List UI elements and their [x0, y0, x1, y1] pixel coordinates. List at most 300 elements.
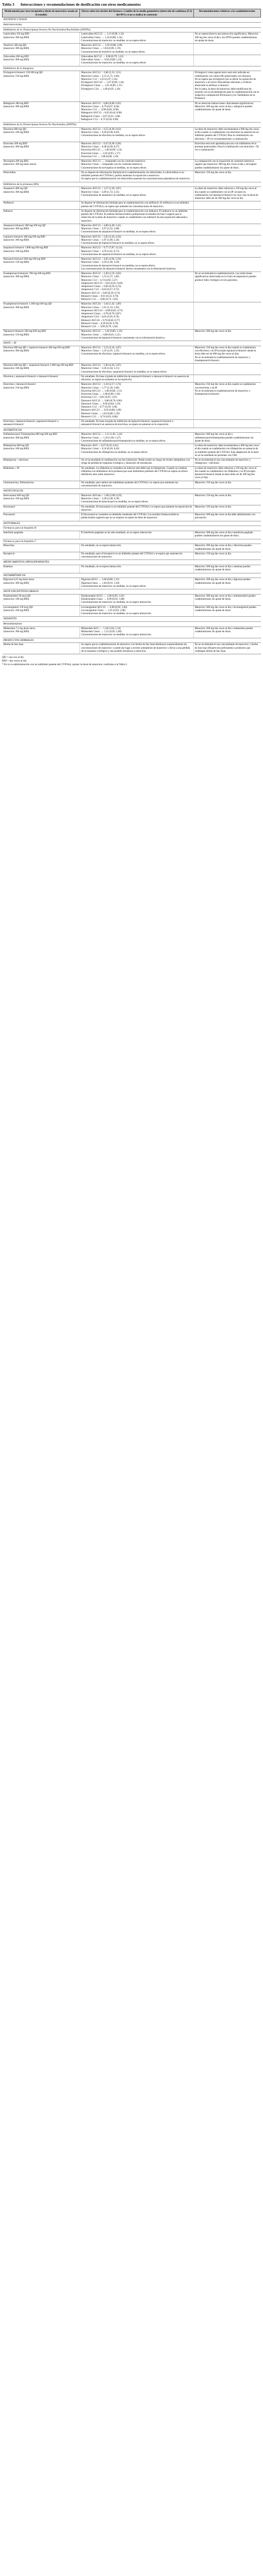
cell-line: Darunavir C12: ↓ 0,77 (0,59; 1,00)	[81, 406, 118, 409]
table-body	[3, 18, 261, 654]
cell-line: Maraviroc Cmax: ↑ 1,25 (1,01; 1,55)	[81, 350, 120, 352]
section-title: Inhibidores de la Transcriptasa Inversa No Nucleósidos (INNTIs)	[3, 123, 261, 128]
cell-line: Elvitegravir Cmax: ↔ 1,01 (0,89; 1,15)	[81, 84, 122, 88]
table-row	[3, 459, 261, 467]
recommendation-cell	[193, 466, 260, 481]
medication-cell	[3, 626, 80, 638]
effect-cell	[80, 101, 193, 123]
recommendation-cell	[193, 272, 260, 302]
effect-cell	[80, 433, 193, 444]
section-title: INNTI + IP	[3, 341, 261, 346]
effect-cell	[80, 505, 193, 513]
cell-line: Indinavir	[3, 210, 13, 213]
cell-line: Maraviroc AUC12: ↓ 0,86 (0,80; 0,92)	[81, 102, 121, 105]
cell-line: Concentraciones de atazanavir/ritonavir no medidas, no se espera efecto.	[81, 231, 156, 234]
cell-line: Etinilestradiol Cmax: ↔ 0,99 (0,91; 1,08)	[81, 598, 125, 601]
cell-line: Lamivudina 150 mg BID	[3, 33, 29, 36]
recommendation-cell	[193, 55, 260, 66]
table-row	[3, 71, 261, 101]
cell-line: Maraviroc 150 mg dos veces al día cuando se coadministra con etravirina y un IP.	[194, 383, 256, 389]
cell-line: Etravirina y lopinavir/ritonavir, saquinavir/ritonavir o atazanavir/ritonavir	[3, 420, 59, 427]
cell-line: Maraviroc AUC12: ↓ 0,47 (0,38; 0,58)	[81, 142, 121, 145]
cell-line: Maraviroc 300 mg dos veces al día y estatinas pueden coadministrarse sin ajuste de dosis.	[194, 566, 251, 572]
cell-line: Concentraciones de atazanavir no medidas, no se espera efecto.	[81, 194, 147, 197]
cell-line: (maraviroc 300 mg BID)	[3, 59, 29, 61]
table-row	[3, 302, 261, 330]
medication-cell	[3, 459, 80, 467]
cell-line: (maraviroc 100 mg BID)	[3, 250, 29, 253]
cell-line: (maraviroc 100 mg BID)	[3, 448, 29, 451]
cell-line: Ribavirina	[3, 545, 14, 548]
cell-line: Fosamprenavir/ritonavir 1.400 mg/100 mg QD	[3, 303, 52, 306]
cell-line: Maraviroc AUC12: ↑ 2,53 (2,24; 2,87)	[81, 346, 121, 349]
cell-line: (maraviroc 300 mg BID)	[3, 631, 29, 633]
effect-cell	[80, 209, 193, 224]
cell-line: Concentraciones de tipranavir/ritonavir consistentes con la información histórica.	[81, 336, 166, 340]
section-title: Benzodiazepinas	[3, 622, 261, 627]
section-header-row	[3, 123, 261, 128]
table-row	[3, 330, 261, 341]
cell-line: Itraconazol	[3, 505, 15, 509]
effect-cell	[80, 605, 193, 617]
cell-line: Maraviroc C12: ↑ 4,74 (4,03; 5,57)	[81, 279, 118, 282]
cell-line: Zidovudina Cmax: ↔ 0,92 (0,68; 1,24)	[81, 59, 122, 61]
recommendation-cell	[193, 531, 260, 539]
cell-line: Concentraciones de maraviroc no medidas, no se espera efecto.	[81, 39, 146, 42]
medication-cell	[3, 375, 80, 383]
cell-line: Etravirina C12: ↓ 0,81 (0,65; 1,01)	[81, 396, 117, 399]
cell-line: No estudiado. En base al grado de inhibición de lopinavir/ritonavir, saquinavir/ritonavir o atazanavir/ritonavir en ausencia de etravirina, se espera un aumento en la exposición.	[81, 420, 174, 427]
cell-line: Zidovudina 300 mg BID	[3, 55, 29, 58]
cell-line: Ritonavir Cmax: ↓ 0,61 (0,53; 0,70)	[81, 295, 119, 298]
cell-line: Concentraciones de ketoconazol no medidas, no se espera efecto.	[81, 501, 149, 504]
cell-line: Concentraciones de darunavir/ritonavir no medidas, no se espera efecto.	[81, 264, 156, 267]
recommendation-cell	[193, 201, 260, 210]
column-header-medication: Medicamento por área terapéutica (dosis de maraviroc usada en el estudio)	[3, 9, 80, 18]
cell-line: No estudiado. La rifabutina se considera un inductor más débil que la rifampicina. Cuando se combina rifabutina con inhibidores de la proteasa que sean inhibidores potentes del CYP3A4 se espera un efecto inhibitorio neto sobre maraviroc.	[81, 467, 188, 476]
cell-line: Maraviroc AUC12: ↑ 2,86 (2,33; 3,51)	[81, 72, 121, 75]
cell-line: Ritonavir C12: ↔ 0,74 (0,63; 0,86)	[81, 415, 118, 418]
cell-line: Tenofovir 300 mg QD	[3, 44, 27, 47]
table-row	[3, 187, 261, 201]
section-header-row	[3, 182, 261, 187]
table-row	[3, 375, 261, 383]
section-header-row	[3, 428, 261, 433]
table-row	[3, 142, 261, 159]
table-row	[3, 224, 261, 235]
cell-line: Darunavir Cmax: ↔ 0,96 (0,84; 1,10)	[81, 402, 121, 405]
medication-cell	[3, 171, 80, 182]
cell-line: Raltegravir 400 mg BID	[3, 102, 29, 105]
cell-line: (maraviroc 300 mg BID)	[3, 105, 29, 108]
cell-line: Maraviroc AUC12: ↑ 4,88 (4,40; 5,41)	[81, 224, 121, 227]
cell-line: Darunavir AUC12: ↔ 0,86 (0,76; 0,96)	[81, 399, 122, 402]
cell-line: No se observan interacciones clínicamente significativas. Maraviroc 300 mg dos veces al día y raltegravir pueden coadministrarse sin ajuste de dosis.	[194, 102, 254, 111]
cell-line: Maraviroc Cmax: ↔ 0,86 (0,61; 1,21)	[81, 333, 121, 336]
cell-line: Digoxina Cmax: ↔ 1,04 (0,91; 1,20)	[81, 582, 120, 585]
section-title: MEDICAMENTOS HIPOLIPEMIANTES	[3, 560, 261, 565]
section-title: Inhibidores de la Integrasa	[3, 66, 261, 71]
cell-line: Estatinas	[3, 566, 13, 568]
cell-line: Lamivudina AUC12: ↔ 1,13 (0,98; 1,32)	[81, 33, 124, 36]
cell-line: Concentraciones de lopinavir/ritonavir no medidas, no se espera efecto.	[81, 242, 155, 245]
medication-cell	[3, 44, 80, 55]
medication-cell	[3, 565, 80, 573]
medication-cell	[3, 209, 80, 224]
recommendation-cell	[193, 594, 260, 605]
cell-line: Etravirina Cmax: ↔ 1,05 (0,95; 1,17)	[81, 152, 120, 155]
section-title: ANTIFÚNGICOS	[3, 489, 261, 494]
recommendation-cell	[193, 235, 260, 246]
section-header-row	[3, 341, 261, 346]
recommendation-cell	[193, 626, 260, 638]
medication-cell	[3, 383, 80, 420]
section-title: Inhibidores de la Transcriptasa Inversa No Nucleósidos/Nucleótidos (INNTIs)	[3, 27, 261, 32]
medication-cell	[3, 444, 80, 459]
recommendation-cell	[193, 494, 260, 505]
table-row	[3, 201, 261, 210]
section-header-row	[3, 526, 261, 531]
cell-line: Etinilestradiol AUCt: ↔ 1,00 (0,95; 1,05)	[81, 595, 124, 598]
table-row	[3, 513, 261, 521]
cell-line: Rifampicina + efavirenz	[3, 459, 29, 462]
cell-line: Maraviroc 300 mg dos veces al día.	[194, 330, 232, 333]
cell-line: Maraviroc Cmax: ↑ 3,38 (2,38; 4,78)	[81, 498, 120, 500]
cell-line: Concentraciones de maraviroc no medidas, no se espera interacción.	[81, 613, 152, 615]
cell-line: (maraviroc 150 mg BID)	[3, 261, 29, 264]
recommendation-cell	[193, 433, 260, 444]
medication-cell	[3, 224, 80, 235]
cell-line: La comparación con la exposición en controles históricos sugiere que maraviroc 300 mg dos veces al día y nevirapina pueden coadministrarse sin ajuste de dosis.	[194, 160, 257, 170]
cell-line: Maraviroc AUC12: ↑ 3,95 (3,43; 4,56)	[81, 235, 121, 239]
cell-line: La dosis de maraviroc debe incrementarse a 600 mg dos veces al día cuando se coadministre con efavirenz en ausencia de un inhibidor potente del CYP3A4. Para la combinación con efavirenz + IP ver recomendaciones a continuación.	[194, 128, 259, 141]
table-row	[3, 246, 261, 258]
cell-line: Elvitegravir C24: ↔ 1,09 (0,95; 1,26)	[81, 88, 121, 91]
cell-line: Concentraciones de efavirenz, lopinavir/ritonavir no medidas, no se espera efecto.	[81, 353, 166, 356]
cell-line: El fluconazol se considera un inhibidor moderado del CYP3A4. Los estudios farmacocinéticos poblacionales sugieren que no se requiere un ajuste de dosis de maraviroc.	[81, 514, 179, 520]
cell-line: Hierba de San Juan	[3, 643, 24, 647]
table-row	[3, 209, 261, 224]
cell-line: Etravirina 200 mg BID	[3, 142, 27, 145]
cell-line: Etravirina AUC12: ↔ 1,00 (0,86; 1,15)	[81, 389, 122, 393]
table-row	[3, 258, 261, 272]
cell-line: Maraviroc Cmax: ↑ 2,29 (1,46; 3,59)	[81, 261, 120, 264]
cell-line: Elvitegravir AUC24: ↔ 1,07 (0,96; 1,18)	[81, 81, 124, 84]
section-header-row	[3, 27, 261, 32]
cell-line: Tipranavir/ritonavir 500 mg/200 mg BID	[3, 330, 46, 333]
medication-cell	[3, 101, 80, 123]
effect-cell	[80, 513, 193, 521]
medication-cell	[3, 201, 80, 210]
cell-line: Maraviroc 150 mg dos veces al día.	[194, 505, 232, 509]
cell-line: Maraviroc AUC12: ↑ 2,49 (2,19; 2,82)	[81, 273, 121, 275]
section-header-row	[3, 573, 261, 578]
cell-line: Maraviroc 150 mg dos veces al día.	[194, 552, 232, 555]
cell-line: Maraviroc Cmax: ↑ 2,15 (1,71; 2,69)	[81, 75, 120, 78]
cell-line: No estudiado. El itraconazol es un inhibidor potente del CYP3A4 y se espera que aumente la exposición de maraviroc.	[81, 505, 192, 512]
effect-cell	[80, 552, 193, 560]
cell-line: Lamivudina Cmax: ↔ 1,16 (0,88; 1,54)	[81, 36, 123, 39]
cell-line: Ritonavir AUC12: ↔ 0,93 (0,80; 1,09)	[81, 409, 122, 412]
cell-line: Levonorgestrel 150 mcg QD	[3, 606, 33, 609]
table-row	[3, 171, 261, 182]
cell-line: Lopinavir/ritonavir 400 mg/100 mg BID	[3, 235, 45, 239]
recommendation-cell	[193, 375, 260, 383]
cell-line: Concentraciones de rifampicina no medidas, no se espera efecto.	[81, 451, 148, 454]
table-row	[3, 466, 261, 481]
cell-line: Se espera que la coadministración con delavirdina aumente las concentraciones plasmáticas de maraviroc.	[81, 178, 191, 181]
cell-line: Maraviroc 300 mg dos veces al día e interferón pegilado pueden coadministrarse sin ajuste de dosis.	[194, 532, 253, 538]
medication-cell	[3, 505, 80, 513]
cell-line: Etravirina y darunavir/ritonavir	[3, 383, 36, 386]
medication-cell	[3, 330, 80, 341]
cell-line: (maraviroc 150 mg BID)	[3, 386, 29, 389]
effect-cell	[80, 459, 193, 467]
cell-line: Maraviroc 300 mg dos veces al día y midazolam pueden coadministrarse sin ajuste de dosis.	[194, 627, 253, 633]
medication-cell	[3, 142, 80, 159]
table-row	[3, 544, 261, 552]
cell-line: Elvitegravir como agente único está solo indicado en combinación con ciertos IPs potenciados con ritonavir.	[194, 72, 252, 78]
recommendation-cell	[193, 44, 260, 55]
table-row	[3, 565, 261, 573]
cell-line: Digoxina 0,25 mg dosis única	[3, 579, 35, 582]
recommendation-cell	[193, 505, 260, 513]
cell-line: Maraviroc Cmax: ↓ 0,49 (0,38; 0,63)	[81, 131, 120, 134]
cell-line: Elvitegravir/ritonavir 150/100 mg QD	[3, 72, 43, 75]
footnotes	[2, 656, 261, 666]
cell-line: Amprenavir AUC12: ↓ 0,65 (0,61; 0,69)	[81, 282, 123, 285]
cell-line: Ritonavir AUC24: ↓ 0,70 (0,64; 0,77)	[81, 319, 120, 322]
medication-cell	[3, 71, 80, 101]
cell-line: Concentraciones de tenofovir no medidas, no se espera efecto.	[81, 50, 145, 54]
recommendation-cell	[193, 364, 260, 375]
section-header-row	[3, 622, 261, 627]
cell-line: Concentraciones de sulfametoxazol/trimetoprima no medidas, no se espera efecto.	[81, 439, 166, 443]
cell-line: Se dispone de información limitada para la coadministración con indinavir. El indinavir es un inhibidor potente del CYP3A4. El análisis farmacocinético poblacional en estudios de fase 3 sugiere que la reducción de la dosis de maraviroc cuando se coadministra con indinavir da una exposición adecuada a maraviroc.	[81, 210, 188, 223]
table-row	[3, 481, 261, 489]
recommendation-cell	[193, 330, 260, 341]
cell-line: No se recomienda la coadministración de maraviroc y fosamprenavir/ritonavir.	[194, 356, 251, 362]
cell-line: Digoxina AUCt: ↔ 1,00 (0,86; 1,15)	[81, 579, 120, 582]
cell-line: Maraviroc AUC12: ↔ comparado con los controles históricos	[81, 160, 145, 163]
cell-line: Interferón pegilado	[3, 532, 23, 534]
recommendation-cell	[193, 578, 260, 589]
table-row	[3, 364, 261, 375]
effect-cell	[80, 302, 193, 330]
cell-line: Rifampicina 600 mg QD	[3, 445, 29, 447]
cell-line: Maraviroc 300 mg dos veces al día y ribavirina pueden coadministrarse sin ajuste de dosis.	[194, 545, 252, 551]
cell-line: Raltegravir AUC12: ↓ 0,63 (0,44; 0,90)	[81, 112, 122, 115]
table-number: Tabla 3	[2, 2, 14, 7]
effect-cell	[80, 201, 193, 210]
cell-line: (maraviroc 300 mg BID)	[3, 191, 29, 194]
cell-line: Maraviroc C12: ↑ 4,23 (3,47; 5,16)	[81, 78, 118, 81]
recommendation-cell	[193, 552, 260, 560]
cell-line: (maraviroc 300 mg BID)	[3, 36, 29, 39]
cell-line: (maraviroc 100 mg BID)	[3, 367, 29, 370]
cell-line: (maraviroc 300 mg BID)	[3, 146, 29, 148]
cell-line: Concentraciones de maraviroc no medidas, no se espera interacción.	[81, 601, 152, 604]
cell-line: Amprenavir Cmax: ↓ 0,78 (0,70; 0,87)	[81, 313, 121, 315]
recommendation-cell	[193, 32, 260, 44]
recommendation-cell	[193, 565, 260, 573]
medication-cell	[3, 513, 80, 521]
cell-line: Ketoconazol 400 mg QD	[3, 494, 29, 497]
cell-line: La dosis de maraviroc debe reducirse a 150 mg dos veces al día cuando se coadministre con un IP; excepto en combinación con tipranavir/ritonavir en cuyo caso la dosis de maraviroc debe ser de 300 mg dos veces al día.	[194, 188, 258, 200]
cell-line: Maraviroc Cmax: ↑ 4,78 (3,41; 6,71)	[81, 250, 120, 253]
section-title: ANTICONCEPTIVOS ORALES	[3, 589, 261, 595]
cell-line: Maraviroc Cmax: ↑ 2,09 (1,72; 2,55)	[81, 191, 120, 194]
effect-cell	[80, 420, 193, 428]
cell-line: Concentraciones de efavirenz, saquinavir/ritonavir no medidas, no se espera efecto.	[81, 370, 168, 374]
table-caption: Interacciones y recomendaciones de dosificación con otros medicamentos	[20, 2, 141, 7]
effect-cell	[80, 142, 193, 159]
cell-line: Concentraciones de maraviroc no medidas, no se espera efecto.	[81, 585, 146, 588]
cell-line: Se dispone de información limitada para la coadministración con nelfinavir. El nelfinavir es un inhibidor potente del CYP3A4 y se espera que aumente las concentraciones de maraviroc.	[81, 202, 189, 208]
medication-cell	[3, 544, 80, 552]
cell-line: Maraviroc AUC12: ↑ 9,77 (7,87; 12,14)	[81, 247, 123, 250]
table-row	[3, 531, 261, 539]
cell-line: No se recomienda el uso concomitante de maraviroc y hierba de San Juan (Hypericum perforatum) o productos que contengan hierba de San Juan.	[194, 643, 258, 653]
cell-line: No se recomienda el uso concomitante de maraviroc y rifampicina + efavirenz.	[194, 459, 251, 465]
recommendation-cell	[193, 383, 260, 420]
cell-line: (maraviroc 100 mg BID)	[3, 609, 29, 612]
medication-cell	[3, 605, 80, 617]
cell-line: Ritonavir AUC12: ↓ 0,66 (0,59; 0,74)	[81, 292, 120, 295]
cell-line: Maraviroc 300 mg dos veces al día y digoxina pueden coadministrarse sin ajuste de dosis.	[194, 579, 251, 585]
cell-line: Maraviroc AUC12: ↑ 3,10 (2,57; 3,74)	[81, 383, 121, 386]
effect-cell	[80, 32, 193, 44]
cell-line: Concentraciones de maraviroc no medidas, no se espera efecto.	[81, 62, 146, 65]
cell-line: No se recomienda la coadministración de maraviroc y fosamprenavir/ritonavir.	[194, 389, 251, 396]
cell-line: No estudiado, pero ambos son inhibidores potentes del CYP3A4 y se espera que aumenten las concentraciones de maraviroc.	[81, 481, 178, 487]
effect-cell	[80, 44, 193, 55]
cell-line: El interferón pegilado no ha sido estudiado, no se espera interacción.	[81, 532, 153, 534]
cell-line: Claritromicina, Telitromicina	[3, 481, 34, 484]
section-header-row	[3, 521, 261, 526]
table-row	[3, 272, 261, 302]
cell-line: Maraviroc 150 mg dos veces al día.	[194, 171, 232, 174]
cell-line: No se ha estudiado la combinación con dos inductores. Puede existir un riesgo de niveles subóptimos con riesgo de pérdida de respuesta virológica y desarrollo de resistencias.	[81, 459, 190, 465]
cell-line: (maraviroc 300 mg BID)	[3, 306, 29, 309]
cell-line: Maraviroc AUC12: ↔ 1,03 (0,98; 1,09)	[81, 44, 123, 47]
table-row	[3, 494, 261, 505]
medication-cell	[3, 364, 80, 375]
section-title: Fármacos para la hepatitis B	[3, 526, 261, 531]
cell-line: No se espera que elvitegravir per se afecte la exposición de maraviroc a un nivel clínicamente relevante y el efecto observado se atribuye a ritonavir.	[194, 78, 256, 88]
medication-cell	[3, 643, 80, 654]
cell-line: No estudiado, pero el boceprevir es un inhibidor potente del CYP3A4 y se espera que aumente las concentraciones de maraviroc.	[81, 552, 183, 558]
cell-line: (maraviroc 300 mg BID)	[3, 350, 29, 352]
cell-line: Efavirenz 600 mg QD + lopinavir/ritonavir 400 mg/100 mg BID	[3, 346, 70, 349]
effect-cell	[80, 643, 193, 654]
cell-line: (maraviroc 300 mg BID)	[3, 582, 29, 585]
cell-line: Por lo tanto, la dosis de maraviroc debe modificarse de acuerdo con la recomendación para la coadministración con la respectiva combinación IP/ritonavir (ver 'Inhibidores de la Proteasa').	[194, 88, 259, 100]
cell-line: Amprenavir AUC24: ↓ 0,68 (0,62; 0,75)	[81, 309, 123, 312]
table-row	[3, 552, 261, 560]
cell-line: La dosis de maraviroc debe incrementarse a 600 mg dos veces al día cuando se coadministra con rifampicina en ausencia de un inhibidor potente del CYP3A4. Esta adaptación de la dosis no se ha estudiado en pacientes con VIH.	[194, 445, 259, 457]
effect-cell	[80, 224, 193, 235]
cell-line: (maraviroc 300 mg BID)	[3, 47, 29, 50]
cell-line: Etravirina Cmax: ↔ 1,08 (0,98; 1,20)	[81, 393, 120, 396]
cell-line: Maraviroc Cmax: ↑ 1,97 (1,66; 2,34)	[81, 239, 120, 242]
cell-line: (maraviroc 300 mg BID)	[3, 228, 29, 230]
effect-cell	[80, 578, 193, 589]
cell-line: Etravirina C12: ↔ 1,08 (0,98; 1,19)	[81, 155, 119, 158]
recommendation-cell	[193, 171, 260, 182]
cell-line: Sulfametoxazol/ Trimetoprima 800 mg/160 mg BID	[3, 433, 57, 436]
interactions-table	[2, 9, 261, 654]
effect-cell	[80, 127, 193, 142]
section-title: Fármacos para la hepatitis C	[3, 539, 261, 544]
cell-line: Maraviroc AUC12: ↑ 4,05 (2,94; 5,59)	[81, 258, 121, 261]
effect-cell	[80, 235, 193, 246]
cell-line: Concentraciones de maraviroc no medidas, no se espera interacción.	[81, 634, 152, 637]
cell-line: (maraviroc 300 mg BID)	[3, 436, 29, 439]
recommendation-cell	[193, 643, 260, 654]
document	[0, 0, 263, 669]
cell-line: Etravirina está solo aprobada para uso con inhibidores de la proteasa potenciados. Para la combinación con etravirina + IP, ver a continuación.	[194, 142, 259, 152]
table-header-row	[3, 9, 261, 18]
table-row	[3, 55, 261, 66]
cell-line: Amprenavir C12: ↓ 0,64 (0,57; 0,73)	[81, 289, 119, 292]
column-header-effect: Efecto sobre los niveles del fármaco. Cambio de la media geométrica (intervalo de confianza [CI] del 90%) si no se indica lo contrario	[80, 9, 193, 18]
cell-line: Maraviroc Cmax: ↑ 1,77 (1,20; 2,60)	[81, 386, 120, 389]
recommendation-cell	[193, 513, 260, 521]
effect-cell	[80, 160, 193, 171]
cell-line: Zidovudina AUC12: ↔ 0,98 (0,79; 1,22)	[81, 55, 124, 58]
cell-line: Maraviroc Cmax: ↑ comparado con los controles históricos	[81, 163, 142, 166]
medication-cell	[3, 127, 80, 142]
cell-line: (maraviroc 100 mg BID)	[3, 498, 29, 500]
cell-line: Etinilestradiol 30 mcg QD	[3, 595, 31, 598]
table-row	[3, 101, 261, 123]
medication-cell	[3, 594, 80, 605]
cell-line: Maraviroc Cmax: ↔ 1,19 (1,04; 1,37)	[81, 436, 121, 439]
recommendation-cell	[193, 224, 260, 235]
cell-line: Las concentraciones de darunavir/ritonavir fueron consistentes con la información histórica.	[81, 267, 176, 270]
table-title	[2, 2, 261, 7]
medication-cell	[3, 246, 80, 258]
cell-line: Nelfinavir	[3, 202, 14, 205]
column-header-recommendation: Recomendaciones relativas a la coadministración	[193, 9, 260, 18]
effect-cell	[80, 444, 193, 459]
section-title: Antirretrovirales	[3, 22, 261, 27]
cell-line: Maraviroc Cmax: ↑ 1,52 (1,27; 1,82)	[81, 276, 120, 279]
recommendation-cell	[193, 246, 260, 258]
cell-line: Maraviroc AUC12: ↔ 1,11 (1,01; 1,24)	[81, 433, 122, 436]
effect-cell	[80, 375, 193, 383]
effect-cell	[80, 544, 193, 552]
table-row	[3, 578, 261, 589]
cell-line: Efavirenz 600 mg QD	[3, 128, 26, 131]
recommendation-cell	[193, 481, 260, 489]
recommendation-cell	[193, 142, 260, 159]
cell-line: Raltegravir Cmax: ↓ 0,67 (0,41; 1,08)	[81, 115, 120, 118]
cell-line: No se recomienda la coadministración. Las reducciones significativas observadas en la Cmin de amprenavir pueden producir fallo virológico en los pacientes.	[194, 273, 256, 282]
table-row	[3, 235, 261, 246]
medication-cell	[3, 494, 80, 505]
medication-cell	[3, 346, 80, 363]
cell-line: Maraviroc Cmax: ↑ 2,67 (2,32; 3,08)	[81, 228, 120, 230]
medication-cell	[3, 187, 80, 201]
section-title: PRODUCTOS HERBALES	[3, 638, 261, 643]
section-header-row	[3, 539, 261, 544]
cell-line: Efavirenz y atazanavir/ritonavir o darunavir/ritonavir	[3, 375, 58, 378]
cell-line: Maraviroc AUCtau: ↑ 5,00 (3,98; 6,29)	[81, 494, 122, 497]
medication-cell	[3, 466, 80, 481]
recommendation-cell	[193, 420, 260, 428]
